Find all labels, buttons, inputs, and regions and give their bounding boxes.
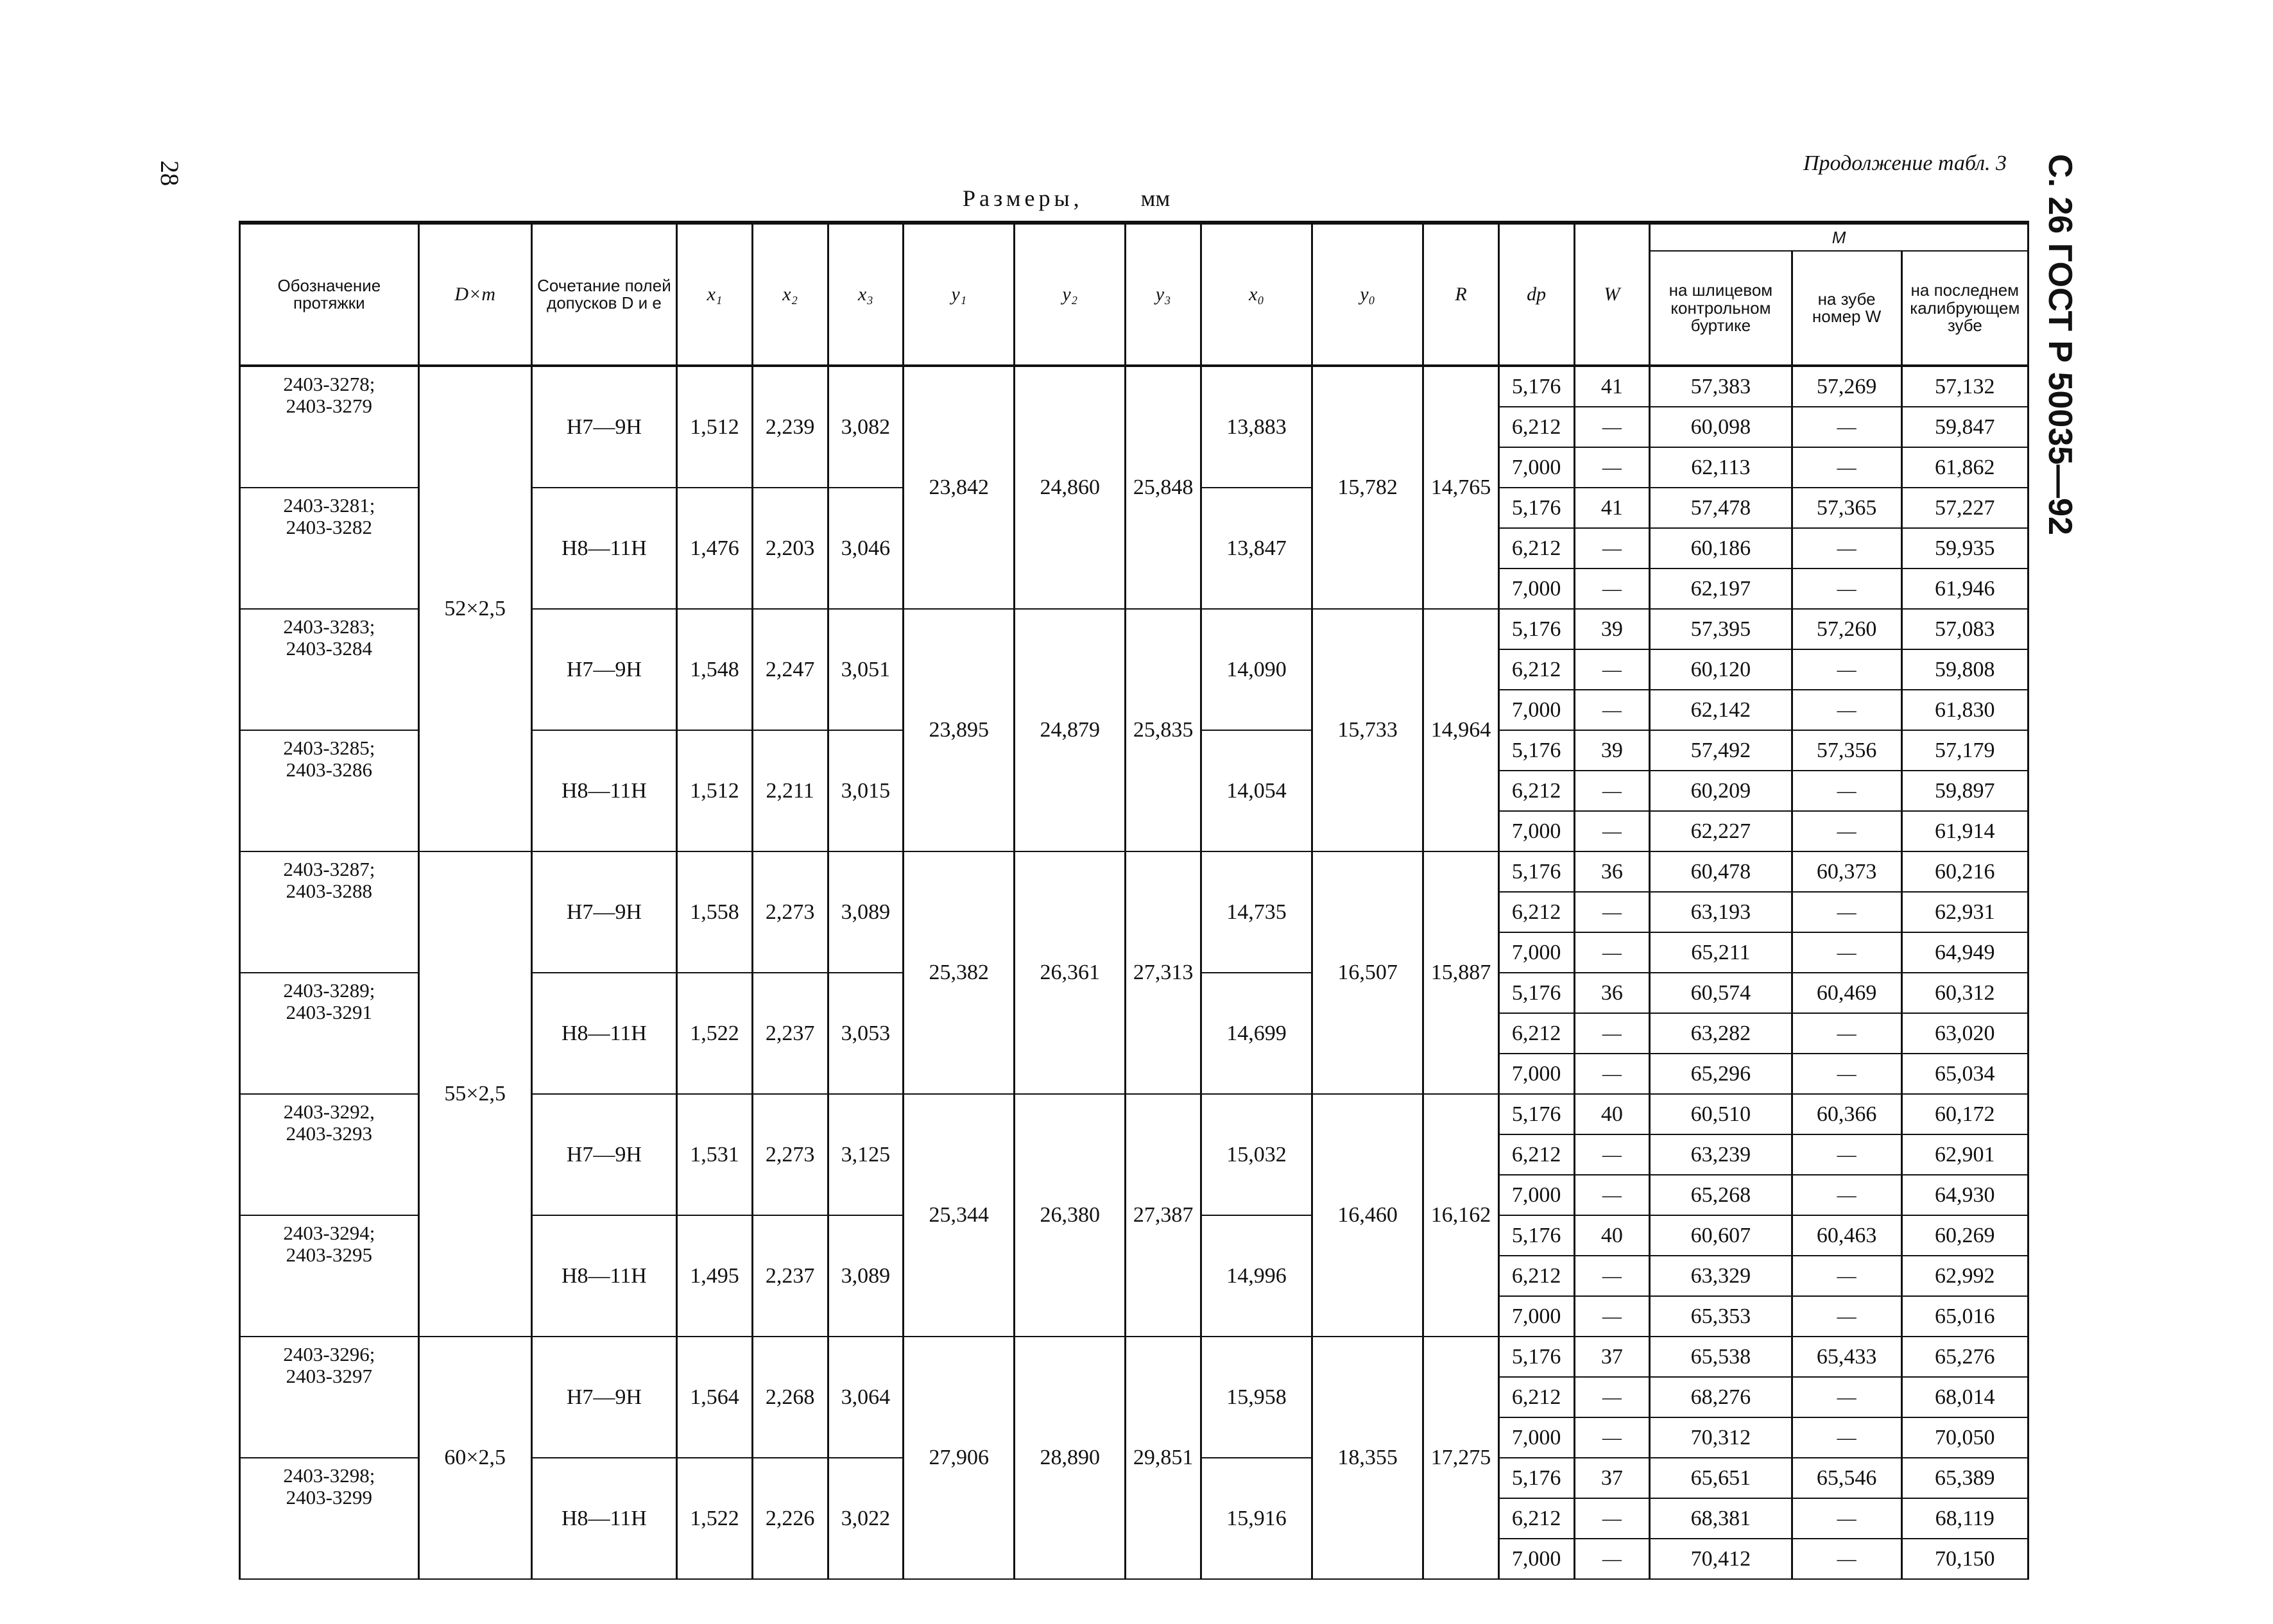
cell-m-collar: 60,478 <box>1650 851 1792 892</box>
cell-x3: 3,022 <box>828 1458 904 1579</box>
cell-m-tooth-w: — <box>1792 1539 1901 1579</box>
cell-x0: 15,916 <box>1201 1458 1312 1579</box>
cell-w: — <box>1574 771 1650 811</box>
cell-w: 39 <box>1574 730 1650 771</box>
cell-y3: 29,851 <box>1126 1337 1201 1579</box>
cell-w: — <box>1574 528 1650 568</box>
cell-m-tooth-w: 60,366 <box>1792 1094 1901 1134</box>
cell-x1: 1,512 <box>677 366 753 488</box>
cell-dp: 7,000 <box>1498 568 1574 609</box>
cell-m-last-tooth: 60,312 <box>1901 973 2028 1013</box>
header-m-collar: на шлицевом контрольном буртике <box>1650 251 1792 366</box>
cell-m-tooth-w: 60,469 <box>1792 973 1901 1013</box>
cell-x3: 3,089 <box>828 851 904 973</box>
cell-dxm: 60×2,5 <box>418 1337 531 1579</box>
dimensions-table <box>239 221 2029 1580</box>
cell-dp: 5,176 <box>1498 1215 1574 1256</box>
cell-w: 39 <box>1574 609 1650 649</box>
cell-dp: 5,176 <box>1498 730 1574 771</box>
cell-dp: 5,176 <box>1498 366 1574 407</box>
cell-designation: 2403-3285; 2403-3286 <box>240 730 419 851</box>
cell-m-last-tooth: 65,034 <box>1901 1054 2028 1094</box>
cell-r: 15,887 <box>1423 851 1499 1094</box>
cell-m-last-tooth: 57,179 <box>1901 730 2028 771</box>
cell-m-last-tooth: 60,216 <box>1901 851 2028 892</box>
header-y0: y₀ <box>1312 223 1423 366</box>
cell-x1: 1,512 <box>677 730 753 851</box>
cell-dp: 7,000 <box>1498 811 1574 851</box>
cell-m-tooth-w: — <box>1792 1377 1901 1417</box>
header-y3: y₃ <box>1126 223 1201 366</box>
cell-m-tooth-w: 60,373 <box>1792 851 1901 892</box>
cell-m-tooth-w: — <box>1792 1175 1901 1215</box>
cell-x3: 3,053 <box>828 973 904 1094</box>
cell-designation: 2403-3292, 2403-3293 <box>240 1094 419 1215</box>
cell-x0: 14,735 <box>1201 851 1312 973</box>
cell-m-last-tooth: 68,014 <box>1901 1377 2028 1417</box>
cell-x0: 14,699 <box>1201 973 1312 1094</box>
cell-y0: 18,355 <box>1312 1337 1423 1579</box>
header-w: W <box>1574 223 1650 366</box>
cell-m-last-tooth: 62,931 <box>1901 892 2028 932</box>
cell-m-last-tooth: 65,016 <box>1901 1296 2028 1337</box>
cell-m-collar: 57,492 <box>1650 730 1792 771</box>
cell-dp: 6,212 <box>1498 1498 1574 1539</box>
cell-m-tooth-w: 57,269 <box>1792 366 1901 407</box>
cell-m-last-tooth: 59,897 <box>1901 771 2028 811</box>
cell-m-tooth-w: — <box>1792 1013 1901 1054</box>
cell-dp: 5,176 <box>1498 488 1574 528</box>
cell-w: 40 <box>1574 1215 1650 1256</box>
cell-m-collar: 60,120 <box>1650 649 1792 690</box>
cell-m-last-tooth: 61,830 <box>1901 690 2028 730</box>
cell-m-last-tooth: 61,862 <box>1901 447 2028 488</box>
cell-dp: 6,212 <box>1498 407 1574 447</box>
cell-y2: 24,860 <box>1015 366 1126 609</box>
cell-x0: 14,996 <box>1201 1215 1312 1337</box>
cell-y1: 27,906 <box>904 1337 1015 1579</box>
cell-dp: 7,000 <box>1498 447 1574 488</box>
cell-dxm: 55×2,5 <box>418 851 531 1337</box>
cell-tolerance: H8—11H <box>531 488 676 609</box>
header-x3: x₃ <box>828 223 904 366</box>
cell-designation: 2403-3296; 2403-3297 <box>240 1337 419 1458</box>
cell-m-tooth-w: — <box>1792 1054 1901 1094</box>
cell-m-last-tooth: 61,946 <box>1901 568 2028 609</box>
cell-x3: 3,051 <box>828 609 904 730</box>
cell-m-collar: 70,312 <box>1650 1417 1792 1458</box>
cell-dp: 7,000 <box>1498 1296 1574 1337</box>
cell-x0: 13,883 <box>1201 366 1312 488</box>
cell-y0: 15,733 <box>1312 609 1423 851</box>
cell-r: 17,275 <box>1423 1337 1499 1579</box>
header-m: M <box>1650 223 2029 251</box>
cell-x2: 2,211 <box>752 730 828 851</box>
cell-m-tooth-w: 65,546 <box>1792 1458 1901 1498</box>
cell-y3: 27,313 <box>1126 851 1201 1094</box>
header-dp: dp <box>1498 223 1574 366</box>
header-m-last-tooth: на последнем калибрующем зубе <box>1901 251 2028 366</box>
cell-dp: 5,176 <box>1498 1337 1574 1377</box>
cell-m-last-tooth: 59,935 <box>1901 528 2028 568</box>
cell-tolerance: H7—9H <box>531 1094 676 1215</box>
cell-m-last-tooth: 59,847 <box>1901 407 2028 447</box>
cell-w: — <box>1574 1013 1650 1054</box>
cell-y0: 16,460 <box>1312 1094 1423 1337</box>
cell-w: — <box>1574 1175 1650 1215</box>
cell-w: — <box>1574 447 1650 488</box>
cell-dp: 7,000 <box>1498 1539 1574 1579</box>
cell-m-collar: 60,098 <box>1650 407 1792 447</box>
cell-m-last-tooth: 65,389 <box>1901 1458 2028 1498</box>
cell-y0: 15,782 <box>1312 366 1423 609</box>
cell-w: 41 <box>1574 366 1650 407</box>
cell-m-collar: 63,282 <box>1650 1013 1792 1054</box>
cell-dxm: 52×2,5 <box>418 366 531 851</box>
cell-x1: 1,522 <box>677 973 753 1094</box>
cell-m-last-tooth: 60,269 <box>1901 1215 2028 1256</box>
cell-m-tooth-w: — <box>1792 568 1901 609</box>
cell-x1: 1,495 <box>677 1215 753 1337</box>
header-x0: x₀ <box>1201 223 1312 366</box>
cell-w: — <box>1574 407 1650 447</box>
table-continuation-label: Продолжение табл. 3 <box>1803 151 2007 175</box>
cell-m-collar: 63,239 <box>1650 1134 1792 1175</box>
cell-m-collar: 57,383 <box>1650 366 1792 407</box>
cell-w: — <box>1574 1417 1650 1458</box>
cell-dp: 7,000 <box>1498 690 1574 730</box>
table-row <box>240 366 2029 407</box>
cell-m-collar: 63,193 <box>1650 892 1792 932</box>
cell-y3: 27,387 <box>1126 1094 1201 1337</box>
cell-designation: 2403-3298; 2403-3299 <box>240 1458 419 1579</box>
cell-r: 16,162 <box>1423 1094 1499 1337</box>
cell-w: — <box>1574 1054 1650 1094</box>
cell-dp: 6,212 <box>1498 771 1574 811</box>
cell-x1: 1,548 <box>677 609 753 730</box>
cell-x1: 1,564 <box>677 1337 753 1458</box>
cell-m-collar: 62,142 <box>1650 690 1792 730</box>
cell-x1: 1,522 <box>677 1458 753 1579</box>
dimensions-table-wrapper <box>239 221 2029 1580</box>
cell-m-tooth-w: — <box>1792 447 1901 488</box>
cell-y1: 25,344 <box>904 1094 1015 1337</box>
cell-m-last-tooth: 59,808 <box>1901 649 2028 690</box>
cell-designation: 2403-3283; 2403-3284 <box>240 609 419 730</box>
cell-x3: 3,015 <box>828 730 904 851</box>
cell-dp: 7,000 <box>1498 1417 1574 1458</box>
cell-dp: 6,212 <box>1498 1134 1574 1175</box>
cell-m-last-tooth: 63,020 <box>1901 1013 2028 1054</box>
cell-designation: 2403-3287; 2403-3288 <box>240 851 419 973</box>
cell-dp: 7,000 <box>1498 932 1574 973</box>
cell-dp: 6,212 <box>1498 1256 1574 1296</box>
cell-dp: 7,000 <box>1498 1054 1574 1094</box>
cell-tolerance: H7—9H <box>531 366 676 488</box>
cell-m-last-tooth: 64,949 <box>1901 932 2028 973</box>
cell-dp: 6,212 <box>1498 892 1574 932</box>
cell-m-tooth-w: — <box>1792 771 1901 811</box>
cell-tolerance: H8—11H <box>531 1458 676 1579</box>
cell-w: — <box>1574 690 1650 730</box>
cell-m-collar: 62,197 <box>1650 568 1792 609</box>
caption-unit: мм <box>1140 185 1171 211</box>
header-dxm: D×m <box>418 223 531 366</box>
cell-x0: 13,847 <box>1201 488 1312 609</box>
cell-w: — <box>1574 1296 1650 1337</box>
cell-m-tooth-w: 57,356 <box>1792 730 1901 771</box>
cell-m-collar: 60,209 <box>1650 771 1792 811</box>
cell-w: — <box>1574 932 1650 973</box>
cell-x1: 1,558 <box>677 851 753 973</box>
cell-m-last-tooth: 61,914 <box>1901 811 2028 851</box>
standard-header: С. 26 ГОСТ Р 50035—92 <box>2041 154 2079 536</box>
cell-m-collar: 65,268 <box>1650 1175 1792 1215</box>
cell-m-collar: 68,276 <box>1650 1377 1792 1417</box>
cell-w: — <box>1574 649 1650 690</box>
header-y1: y₁ <box>904 223 1015 366</box>
cell-x2: 2,268 <box>752 1337 828 1458</box>
table-body <box>240 366 2029 1579</box>
cell-dp: 6,212 <box>1498 528 1574 568</box>
cell-tolerance: H7—9H <box>531 851 676 973</box>
cell-m-tooth-w: — <box>1792 528 1901 568</box>
cell-m-collar: 65,211 <box>1650 932 1792 973</box>
cell-x0: 14,090 <box>1201 609 1312 730</box>
header-x2: x₂ <box>752 223 828 366</box>
cell-m-collar: 63,329 <box>1650 1256 1792 1296</box>
cell-tolerance: H7—9H <box>531 609 676 730</box>
cell-x2: 2,226 <box>752 1458 828 1579</box>
cell-w: — <box>1574 811 1650 851</box>
caption-title: Размеры, <box>963 185 1083 211</box>
cell-dp: 5,176 <box>1498 1458 1574 1498</box>
cell-w: 36 <box>1574 851 1650 892</box>
cell-m-last-tooth: 57,083 <box>1901 609 2028 649</box>
cell-m-tooth-w: — <box>1792 892 1901 932</box>
cell-y1: 25,382 <box>904 851 1015 1094</box>
cell-x2: 2,203 <box>752 488 828 609</box>
cell-m-tooth-w: 60,463 <box>1792 1215 1901 1256</box>
cell-m-tooth-w: 57,260 <box>1792 609 1901 649</box>
cell-m-last-tooth: 68,119 <box>1901 1498 2028 1539</box>
header-y2: y₂ <box>1015 223 1126 366</box>
cell-dp: 5,176 <box>1498 1094 1574 1134</box>
cell-m-last-tooth: 57,132 <box>1901 366 2028 407</box>
cell-m-collar: 65,651 <box>1650 1458 1792 1498</box>
header-tolerance: Сочетание полей допусков D и е <box>531 223 676 366</box>
cell-y0: 16,507 <box>1312 851 1423 1094</box>
cell-y2: 28,890 <box>1015 1337 1126 1579</box>
cell-m-collar: 65,538 <box>1650 1337 1792 1377</box>
cell-m-collar: 62,113 <box>1650 447 1792 488</box>
cell-designation: 2403-3289; 2403-3291 <box>240 973 419 1094</box>
cell-m-tooth-w: — <box>1792 811 1901 851</box>
table-row <box>240 851 2029 892</box>
cell-x2: 2,237 <box>752 973 828 1094</box>
cell-x1: 1,531 <box>677 1094 753 1215</box>
cell-dp: 5,176 <box>1498 973 1574 1013</box>
cell-dp: 5,176 <box>1498 851 1574 892</box>
cell-m-collar: 60,510 <box>1650 1094 1792 1134</box>
cell-m-collar: 62,227 <box>1650 811 1792 851</box>
cell-dp: 7,000 <box>1498 1175 1574 1215</box>
cell-m-tooth-w: 57,365 <box>1792 488 1901 528</box>
cell-m-tooth-w: — <box>1792 690 1901 730</box>
cell-m-collar: 68,381 <box>1650 1498 1792 1539</box>
cell-x3: 3,046 <box>828 488 904 609</box>
cell-tolerance: H8—11H <box>531 730 676 851</box>
cell-x3: 3,125 <box>828 1094 904 1215</box>
cell-y1: 23,842 <box>904 366 1015 609</box>
cell-m-tooth-w: — <box>1792 649 1901 690</box>
cell-m-tooth-w: — <box>1792 407 1901 447</box>
header-x1: x₁ <box>677 223 753 366</box>
cell-y3: 25,835 <box>1126 609 1201 851</box>
cell-w: — <box>1574 1134 1650 1175</box>
cell-w: — <box>1574 1498 1650 1539</box>
cell-m-last-tooth: 65,276 <box>1901 1337 2028 1377</box>
cell-w: 41 <box>1574 488 1650 528</box>
cell-x3: 3,089 <box>828 1215 904 1337</box>
cell-m-last-tooth: 64,930 <box>1901 1175 2028 1215</box>
cell-y2: 26,361 <box>1015 851 1126 1094</box>
cell-x2: 2,273 <box>752 1094 828 1215</box>
cell-m-collar: 60,574 <box>1650 973 1792 1013</box>
cell-m-tooth-w: — <box>1792 1498 1901 1539</box>
cell-dp: 5,176 <box>1498 609 1574 649</box>
cell-x2: 2,239 <box>752 366 828 488</box>
cell-designation: 2403-3294; 2403-3295 <box>240 1215 419 1337</box>
cell-tolerance: H7—9H <box>531 1337 676 1458</box>
cell-x0: 15,958 <box>1201 1337 1312 1458</box>
cell-x3: 3,064 <box>828 1337 904 1458</box>
cell-m-collar: 70,412 <box>1650 1539 1792 1579</box>
page-number: 28 <box>155 160 184 186</box>
cell-m-collar: 60,607 <box>1650 1215 1792 1256</box>
cell-designation: 2403-3278; 2403-3279 <box>240 366 419 488</box>
cell-m-collar: 65,296 <box>1650 1054 1792 1094</box>
cell-x1: 1,476 <box>677 488 753 609</box>
cell-x0: 14,054 <box>1201 730 1312 851</box>
table-caption <box>963 185 1170 212</box>
cell-m-tooth-w: — <box>1792 932 1901 973</box>
cell-m-tooth-w: — <box>1792 1417 1901 1458</box>
cell-m-tooth-w: — <box>1792 1134 1901 1175</box>
cell-r: 14,964 <box>1423 609 1499 851</box>
cell-r: 14,765 <box>1423 366 1499 609</box>
cell-m-tooth-w: — <box>1792 1256 1901 1296</box>
cell-m-last-tooth: 70,050 <box>1901 1417 2028 1458</box>
cell-m-collar: 65,353 <box>1650 1296 1792 1337</box>
cell-dp: 6,212 <box>1498 1377 1574 1417</box>
cell-w: 37 <box>1574 1337 1650 1377</box>
cell-tolerance: H8—11H <box>531 1215 676 1337</box>
header-r: R <box>1423 223 1499 366</box>
cell-m-last-tooth: 62,901 <box>1901 1134 2028 1175</box>
cell-designation: 2403-3281; 2403-3282 <box>240 488 419 609</box>
cell-m-collar: 60,186 <box>1650 528 1792 568</box>
cell-m-last-tooth: 70,150 <box>1901 1539 2028 1579</box>
cell-y3: 25,848 <box>1126 366 1201 609</box>
cell-w: 37 <box>1574 1458 1650 1498</box>
cell-x2: 2,247 <box>752 609 828 730</box>
cell-m-tooth-w: 65,433 <box>1792 1337 1901 1377</box>
cell-m-last-tooth: 62,992 <box>1901 1256 2028 1296</box>
cell-tolerance: H8—11H <box>531 973 676 1094</box>
cell-m-last-tooth: 60,172 <box>1901 1094 2028 1134</box>
cell-w: 40 <box>1574 1094 1650 1134</box>
header-m-tooth-w: на зубе номер W <box>1792 251 1901 366</box>
cell-x2: 2,237 <box>752 1215 828 1337</box>
cell-x3: 3,082 <box>828 366 904 488</box>
cell-y2: 26,380 <box>1015 1094 1126 1337</box>
cell-w: — <box>1574 1539 1650 1579</box>
cell-m-collar: 57,478 <box>1650 488 1792 528</box>
table-row <box>240 1337 2029 1377</box>
cell-x0: 15,032 <box>1201 1094 1312 1215</box>
cell-w: — <box>1574 1377 1650 1417</box>
cell-dp: 6,212 <box>1498 649 1574 690</box>
cell-w: — <box>1574 568 1650 609</box>
cell-m-last-tooth: 57,227 <box>1901 488 2028 528</box>
cell-w: 36 <box>1574 973 1650 1013</box>
cell-m-collar: 57,395 <box>1650 609 1792 649</box>
cell-y2: 24,879 <box>1015 609 1126 851</box>
cell-x2: 2,273 <box>752 851 828 973</box>
cell-w: — <box>1574 892 1650 932</box>
header-designation: Обозначение протяжки <box>240 223 419 366</box>
cell-w: — <box>1574 1256 1650 1296</box>
cell-y1: 23,895 <box>904 609 1015 851</box>
cell-m-tooth-w: — <box>1792 1296 1901 1337</box>
cell-dp: 6,212 <box>1498 1013 1574 1054</box>
